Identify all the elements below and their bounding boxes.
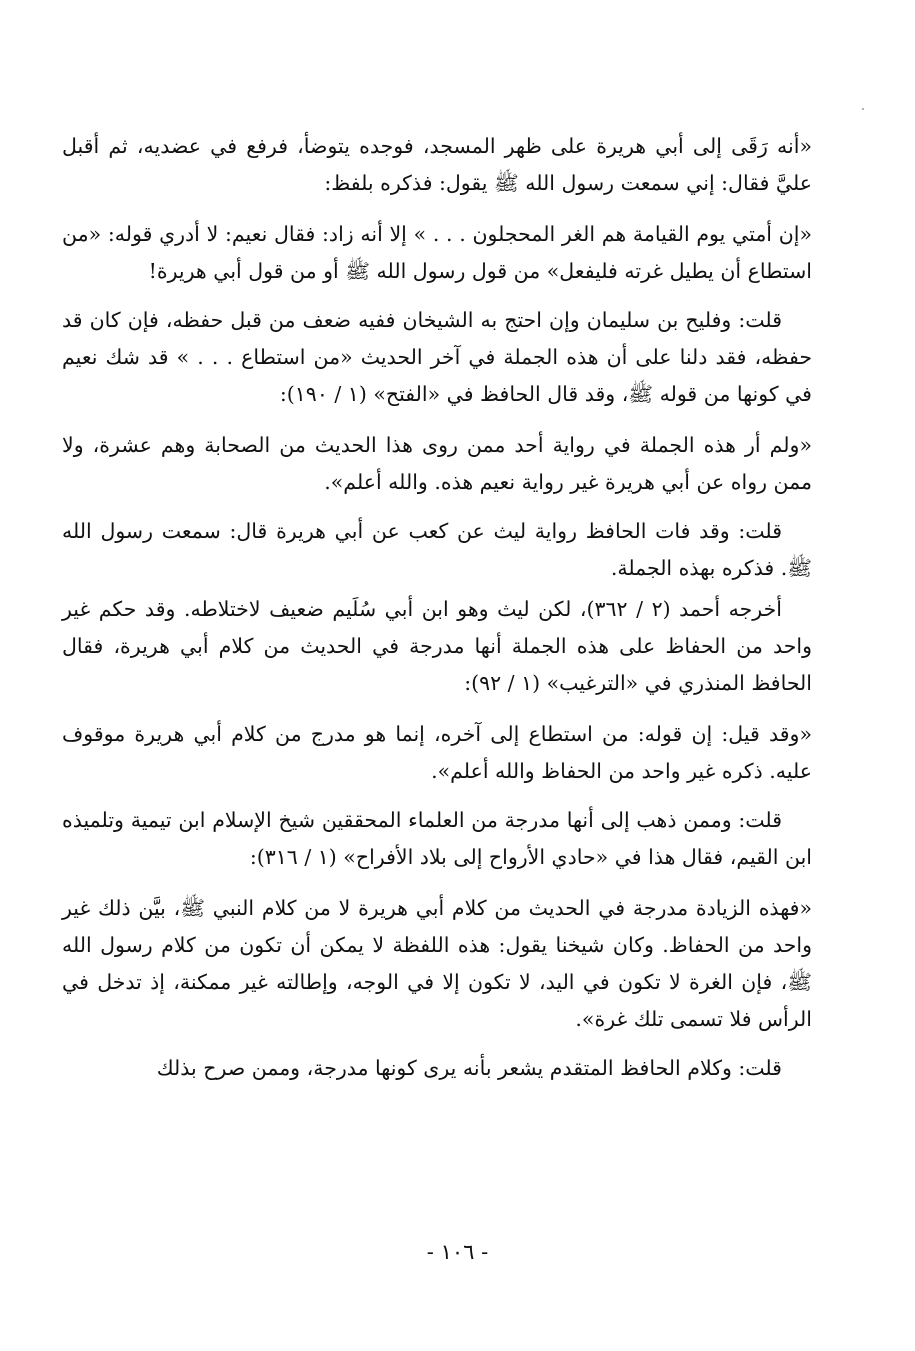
quote-paragraph-4: «وقد قيل: إن قوله: من استطاع إلى آخره، إنما هو مدرج من كلام أبي هريرة موقوف عليه. ذكره غير واحد من الحفاظ والله أعلم». — [62, 722, 812, 783]
page-speck — [862, 108, 864, 110]
body-paragraph-1: قلت: وفليح بن سليمان وإن احتج به الشيخان ففيه ضعف من قبل حفظه، فإن كان قد حفظه، فقد دلنا على أن هذه الجملة في آخر الحديث «من استطاع . . . » قد شك نعيم في كونها من قوله ﷺ، وقد قال الحافظ في «الفتح» (١ / ١٩٠): — [62, 308, 812, 406]
quote-paragraph-2: «إن أمتي يوم القيامة هم الغر المحجلون . . . » إلا أنه زاد: فقال نعيم: لا أدري قوله: «من استطاع أن يطيل غرته فليفعل» من قول رسول الله ﷺ أو من قول أبي هريرة! — [62, 222, 812, 283]
body-paragraph-3: أخرجه أحمد (٢ / ٣٦٢)، لكن ليث وهو ابن أبي سُلَيم ضعيف لاختلاطه. وقد حكم غير واحد من الحفاظ على هذه الجملة أنها مدرجة في الحديث من كلام أبي هريرة، فقال الحافظ المنذري في «الترغيب» (١ / ٩٢): — [62, 597, 812, 695]
quote-paragraph-3: «ولم أر هذه الجملة في رواية أحد ممن روى هذا الحديث من الصحابة وهم عشرة، ولا ممن رواه عن أبي هريرة غير رواية نعيم هذه. والله أعلم». — [62, 433, 812, 494]
page-body — [62, 128, 812, 1091]
quote-paragraph-1: «أنه رَقَى إلى أبي هريرة على ظهر المسجد، فوجده يتوضأ، فرفع في عضديه، ثم أقبل عليَّ فقال: إني سمعت رسول الله ﷺ يقول: فذكره بلفظ: — [62, 134, 812, 195]
page-number: - ١٠٦ - — [426, 1240, 489, 1264]
body-paragraph-4: قلت: وممن ذهب إلى أنها مدرجة من العلماء المحققين شيخ الإسلام ابن تيمية وتلميذه ابن القيم، فقال هذا في «حادي الأرواح إلى بلاد الأفراح» (١ / ٣١٦): — [62, 808, 812, 869]
body-paragraph-5: قلت: وكلام الحافظ المتقدم يشعر بأنه يرى كونها مدرجة، وممن صرح بذلك — [156, 1056, 782, 1080]
quote-paragraph-5: «فهذه الزيادة مدرجة في الحديث من كلام أبي هريرة لا من كلام النبي ﷺ، بيَّن ذلك غير واحد من الحفاظ. وكان شيخنا يقول: هذه اللفظة لا يمكن أن تكون من كلام رسول الله ﷺ، فإن الغرة لا تكون في اليد، لا تكون إلا في الوجه، وإطالته غير ممكنة، إذ تدخل في الرأس فلا تسمى تلك غرة». — [62, 896, 812, 1031]
body-paragraph-2: قلت: وقد فات الحافظ رواية ليث عن كعب عن أبي هريرة قال: سمعت رسول الله ﷺ. فذكره بهذه الجملة. — [62, 519, 812, 580]
